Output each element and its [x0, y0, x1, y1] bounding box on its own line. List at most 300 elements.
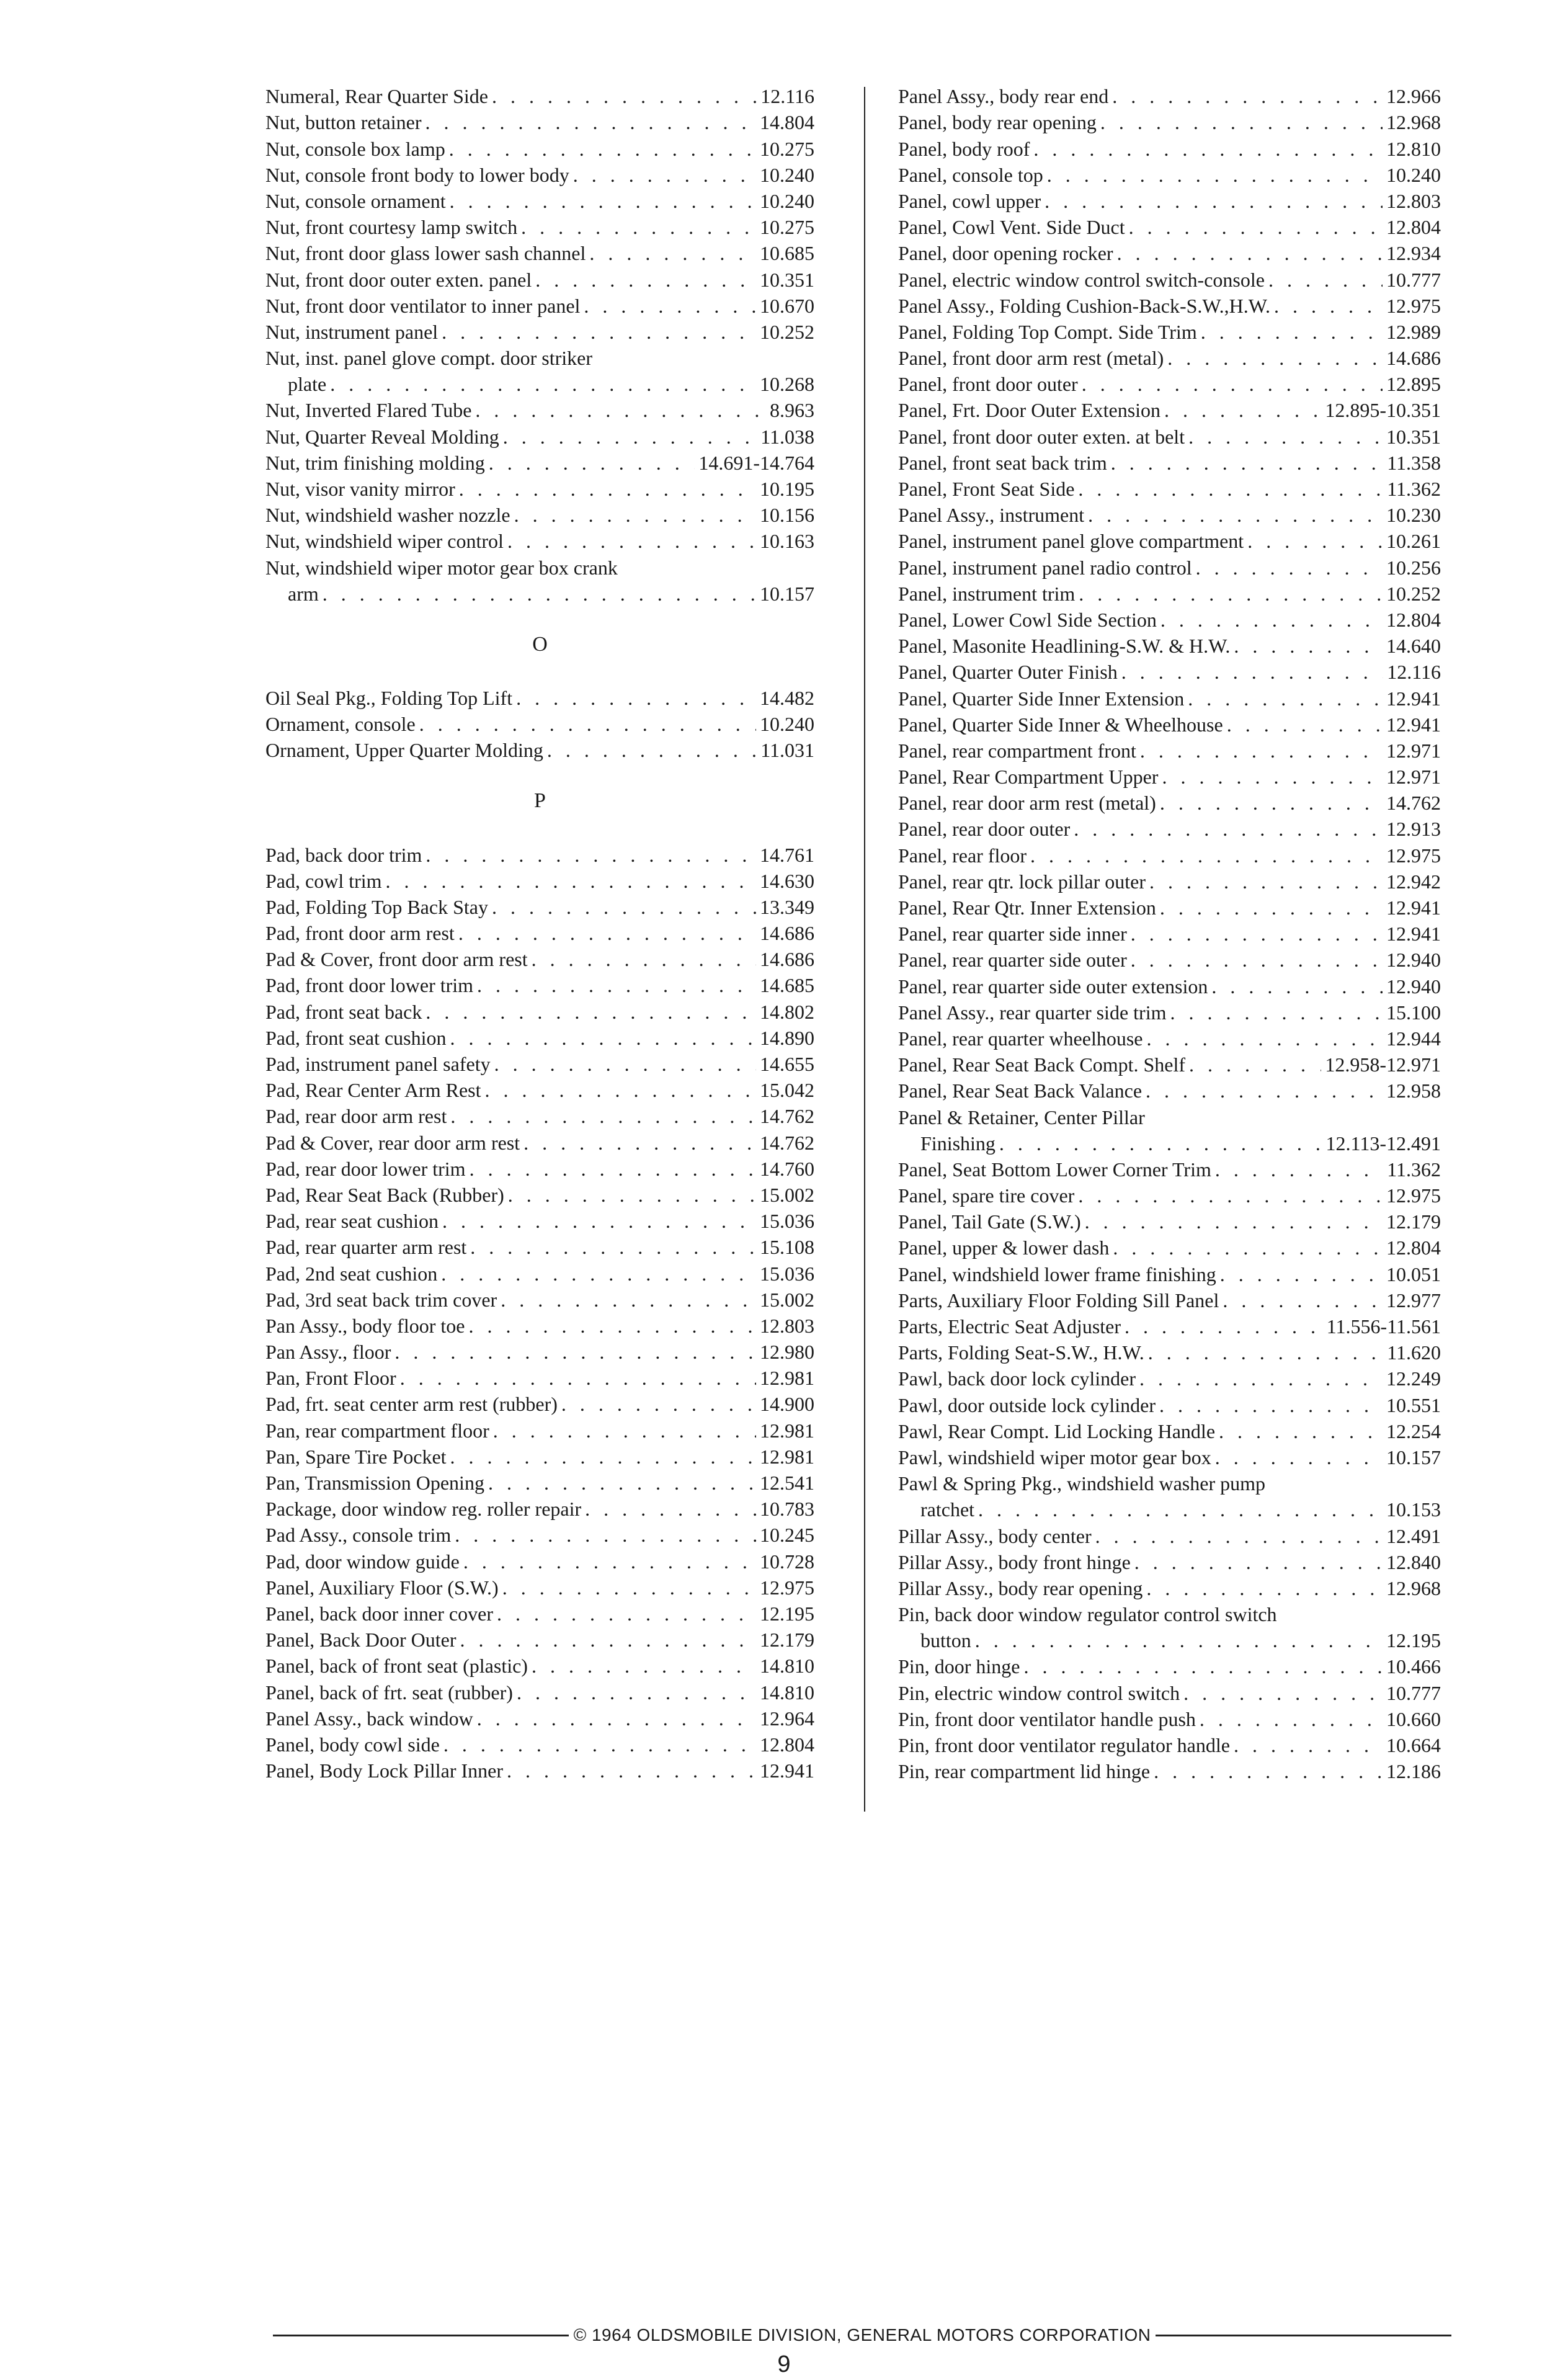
index-entry	[898, 82, 1441, 108]
dot-leader	[1159, 1393, 1383, 1417]
entry-label: Nut, windshield washer nozzle	[265, 504, 510, 527]
dot-leader	[1247, 529, 1383, 553]
entry-label: Pad, 3rd seat back trim cover	[265, 1288, 497, 1311]
page-reference: 15.042	[760, 1079, 814, 1102]
page-reference: 12.958-12.971	[1325, 1053, 1441, 1076]
index-entry	[898, 684, 1441, 710]
index-entry	[265, 82, 814, 108]
index-entry	[265, 1155, 814, 1181]
page-reference: 11.031	[760, 739, 814, 762]
index-entry	[265, 318, 814, 344]
page-footer	[273, 2325, 1451, 2345]
dot-leader	[460, 1628, 756, 1652]
page-reference: 12.940	[1386, 949, 1441, 972]
dot-leader	[1134, 1550, 1383, 1574]
entry-label: Panel, rear quarter side inner	[898, 923, 1127, 945]
dot-leader	[394, 1340, 756, 1364]
index-entry	[898, 893, 1441, 919]
dot-leader	[584, 294, 756, 318]
index-entry	[265, 396, 814, 422]
entry-label: Panel Assy., back window	[265, 1707, 473, 1730]
entry-label: Pad, front door lower trim	[265, 974, 474, 997]
entry-label: Panel, Quarter Side Inner Extension	[898, 687, 1185, 710]
dot-leader	[470, 1235, 756, 1259]
page-reference: 10.240	[1386, 163, 1441, 186]
index-entry	[898, 1076, 1441, 1102]
index-entry	[265, 997, 814, 1023]
page-reference: 14.890	[760, 1026, 814, 1049]
entry-label: Panel, Masonite Headlining-S.W. & H.W.	[898, 635, 1231, 658]
dot-leader	[1121, 660, 1383, 684]
dot-leader	[494, 1052, 756, 1076]
index-entry	[898, 972, 1441, 998]
page-reference: 10.157	[1386, 1446, 1441, 1468]
page-reference: 14.802	[760, 1000, 814, 1023]
index-entry	[898, 1286, 1441, 1312]
page-reference: 10.163	[760, 530, 814, 553]
entry-label-continuation: Finishing	[920, 1132, 996, 1155]
index-entry	[265, 108, 814, 134]
page-reference: 12.941	[1386, 687, 1441, 710]
page-reference: 14.655	[760, 1053, 814, 1075]
entry-label: Pawl, windshield wiper motor gear box	[898, 1446, 1211, 1468]
dot-leader	[1047, 163, 1383, 187]
entry-label: Panel Assy., instrument	[898, 504, 1085, 527]
index-entry	[265, 344, 814, 370]
dot-leader	[1088, 503, 1383, 527]
dot-leader	[419, 712, 756, 736]
dot-leader	[523, 1131, 756, 1155]
page-reference: 15.002	[760, 1183, 814, 1206]
index-entry	[898, 658, 1441, 684]
index-entry	[265, 1521, 814, 1547]
section-letter-heading: O	[532, 632, 548, 656]
entry-label: Parts, Auxiliary Floor Folding Sill Panel	[898, 1289, 1219, 1312]
index-entry	[898, 449, 1441, 475]
index-entry	[265, 840, 814, 866]
entry-label: Nut, windshield wiper control	[265, 530, 504, 553]
entry-label: Panel, body cowl side	[265, 1733, 440, 1756]
index-entry	[265, 867, 814, 893]
index-entry	[898, 1469, 1441, 1495]
page-reference: 12.934	[1386, 242, 1441, 265]
index-entry	[898, 841, 1441, 867]
page-reference: 10.240	[760, 713, 814, 736]
page-reference: 10.195	[760, 478, 814, 500]
dot-leader	[1215, 1446, 1383, 1469]
index-entry	[898, 1521, 1441, 1547]
index-entry	[898, 344, 1441, 370]
dot-leader	[1148, 1341, 1383, 1364]
index-entry	[898, 265, 1441, 291]
dot-leader	[517, 1681, 756, 1704]
dot-leader	[1023, 1655, 1383, 1678]
page-reference: 10.156	[760, 504, 814, 527]
dot-leader	[507, 529, 756, 553]
page-reference: 11.620	[1387, 1341, 1441, 1364]
dot-leader	[589, 241, 756, 265]
dot-leader	[503, 425, 757, 449]
index-column-right	[898, 82, 1441, 1783]
dot-leader	[1188, 687, 1383, 710]
dot-leader	[492, 895, 756, 919]
page-reference: 12.980	[760, 1341, 814, 1364]
dot-leader	[1045, 189, 1383, 213]
dot-leader	[1146, 1576, 1383, 1600]
index-entry	[898, 1757, 1441, 1783]
page-reference: 12.804	[1386, 608, 1441, 631]
entry-label: Nut, windshield wiper motor gear box crank	[265, 556, 618, 579]
entry-label: Nut, Inverted Flared Tube	[265, 399, 472, 422]
index-entry	[265, 501, 814, 527]
index-entry	[265, 1181, 814, 1207]
dot-leader	[1074, 817, 1383, 841]
entry-label: Pan, Front Floor	[265, 1367, 396, 1390]
page-reference: 10.351	[760, 268, 814, 291]
page-reference: 14.640	[1386, 635, 1441, 658]
index-entry	[898, 318, 1441, 344]
entry-label: Panel, Seat Bottom Lower Corner Trim	[898, 1158, 1211, 1181]
dot-leader	[497, 1602, 756, 1625]
index-entry	[265, 1024, 814, 1050]
entry-label: Panel, upper & lower dash	[898, 1236, 1110, 1259]
page-reference: 10.670	[760, 294, 814, 317]
page-reference: 11.362	[1387, 1158, 1441, 1181]
page-reference: 12.958	[1386, 1079, 1441, 1102]
dot-leader	[1160, 896, 1383, 919]
dot-leader	[573, 163, 756, 187]
page-reference: 10.245	[760, 1524, 814, 1547]
entry-label: Nut, Quarter Reveal Molding	[265, 425, 499, 448]
dot-leader	[1131, 948, 1383, 972]
index-entry	[265, 1207, 814, 1233]
dot-leader	[1085, 1210, 1383, 1233]
dot-leader	[1234, 634, 1383, 658]
index-entry	[898, 553, 1441, 579]
entry-label-continuation: button	[920, 1629, 971, 1652]
dot-leader	[449, 137, 756, 161]
dot-leader	[532, 1654, 756, 1678]
index-entry	[898, 1390, 1441, 1416]
entry-label: Panel, rear quarter side outer extension	[898, 975, 1208, 998]
dot-leader	[1131, 922, 1383, 945]
column-divider	[864, 87, 865, 1812]
dot-leader	[1215, 1158, 1383, 1181]
entry-label: Pad, front seat back	[265, 1000, 422, 1023]
entry-label: Panel, Back Door Outer	[265, 1629, 457, 1652]
page-reference: 11.038	[760, 425, 814, 448]
page-reference: 15.002	[760, 1288, 814, 1311]
entry-label: Pan Assy., body floor toe	[265, 1314, 465, 1337]
page-reference: 12.195	[1386, 1629, 1441, 1652]
dot-leader	[1223, 1289, 1383, 1312]
index-entry	[898, 1443, 1441, 1469]
page-reference: 10.551	[1386, 1393, 1441, 1416]
entry-label: Pin, back door window regulator control switch	[898, 1603, 1277, 1626]
dot-leader	[425, 1000, 756, 1024]
dot-leader	[501, 1288, 756, 1312]
page-reference: 10.268	[760, 373, 814, 396]
page-reference: 10.275	[760, 216, 814, 239]
page-reference: 12.942	[1386, 870, 1441, 893]
page-reference: 12.975	[1386, 294, 1441, 317]
index-entry	[898, 919, 1441, 945]
entry-label: Pin, electric window control switch	[898, 1681, 1180, 1704]
index-entry	[265, 292, 814, 318]
entry-label: Nut, front door glass lower sash channel	[265, 242, 586, 265]
dot-leader	[477, 1707, 756, 1730]
index-entry	[898, 762, 1441, 789]
index-entry	[265, 161, 814, 187]
entry-label: Panel, Body Lock Pillar Inner	[265, 1759, 504, 1782]
dot-leader	[1268, 268, 1383, 292]
entry-label-continuation: arm	[288, 582, 319, 605]
entry-label: Pawl & Spring Pkg., windshield washer pump	[898, 1472, 1265, 1495]
index-entry	[898, 1338, 1441, 1364]
dot-leader	[1164, 398, 1321, 422]
entry-label: Pad Assy., console trim	[265, 1524, 452, 1547]
index-entry	[898, 501, 1441, 527]
entry-label: Panel, spare tire cover	[898, 1184, 1075, 1207]
index-entry	[898, 710, 1441, 736]
entry-label: Panel, Rear Seat Back Compt. Shelf	[898, 1053, 1186, 1076]
index-entry	[265, 1652, 814, 1678]
index-entry	[898, 161, 1441, 187]
dot-leader	[400, 1366, 756, 1390]
index-entry	[898, 1652, 1441, 1678]
dot-leader	[441, 1262, 756, 1285]
dot-leader	[450, 1104, 756, 1128]
page-reference: 12.964	[760, 1707, 814, 1730]
dot-leader	[1183, 1681, 1383, 1705]
page-reference: 8.963	[770, 399, 814, 422]
index-entry	[265, 684, 814, 710]
index-entry	[265, 1050, 814, 1076]
dot-leader	[425, 843, 756, 867]
page-reference: 15.036	[760, 1210, 814, 1233]
index-entry	[265, 239, 814, 265]
dot-leader	[1189, 1053, 1321, 1076]
dot-leader	[1079, 582, 1383, 606]
page-reference: 12.840	[1386, 1550, 1441, 1573]
index-entry	[898, 1417, 1441, 1443]
page-reference: 12.254	[1386, 1419, 1441, 1442]
entry-label: Pillar Assy., body rear opening	[898, 1576, 1143, 1599]
index-entry	[265, 1730, 814, 1756]
index-entry	[898, 108, 1441, 134]
entry-label: Parts, Folding Seat-S.W., H.W.	[898, 1341, 1144, 1364]
index-entry	[265, 893, 814, 919]
entry-label: Panel Assy., body rear end	[898, 85, 1109, 108]
entry-label: Panel, Quarter Outer Finish	[898, 661, 1118, 684]
page-reference: 10.240	[760, 189, 814, 212]
page-reference: 12.803	[1386, 189, 1441, 212]
page-reference: 12.968	[1386, 1576, 1441, 1599]
index-entry	[898, 1364, 1441, 1390]
dot-leader	[1113, 1236, 1383, 1259]
entry-label: Nut, console front body to lower body	[265, 163, 569, 186]
page-reference: 10.660	[1386, 1707, 1441, 1730]
index-entry	[898, 1548, 1441, 1574]
index-entry	[265, 1390, 814, 1416]
entry-label: Pad, rear door arm rest	[265, 1105, 447, 1128]
page-reference: 12.895-10.351	[1325, 399, 1441, 422]
entry-label: Panel, Front Seat Side	[898, 478, 1075, 500]
dot-leader	[1078, 1184, 1383, 1207]
page-reference: 11.362	[1387, 478, 1441, 500]
page-reference: 11.358	[1387, 451, 1441, 474]
dot-leader	[323, 582, 756, 606]
dot-leader	[1234, 1733, 1383, 1757]
index-entry	[265, 1756, 814, 1782]
index-entry-continuation	[265, 579, 814, 606]
page-reference: 10.051	[1386, 1263, 1441, 1285]
entry-label: Nut, front courtesy lamp switch	[265, 216, 518, 239]
entry-label: Pin, door hinge	[898, 1655, 1020, 1678]
page-reference: 12.116	[760, 85, 814, 108]
entry-label: Pad, door window guide	[265, 1550, 460, 1573]
page-number: 9	[777, 2351, 791, 2377]
dot-leader	[1125, 1315, 1323, 1338]
entry-label: Panel, cowl upper	[898, 189, 1041, 212]
dot-leader	[450, 189, 756, 213]
index-entry	[898, 789, 1441, 815]
entry-label: Panel, console top	[898, 163, 1043, 186]
dot-leader	[330, 372, 756, 396]
index-entry	[898, 1259, 1441, 1285]
index-entry	[898, 239, 1441, 265]
index-entry	[265, 422, 814, 448]
page-reference: 10.777	[1386, 268, 1441, 291]
index-entry	[898, 1312, 1441, 1338]
dot-leader	[1220, 1263, 1383, 1286]
dot-leader	[502, 1576, 756, 1599]
page-reference: 15.036	[760, 1262, 814, 1285]
entry-label: Pillar Assy., body front hinge	[898, 1550, 1131, 1573]
entry-label: Pad, Rear Center Arm Rest	[265, 1079, 481, 1102]
page-reference: 10.777	[1386, 1681, 1441, 1704]
index-entry	[898, 815, 1441, 841]
dot-leader	[516, 686, 756, 710]
index-column-left	[265, 82, 814, 1782]
page-reference: 12.804	[1386, 216, 1441, 239]
page-reference: 12.975	[1386, 1184, 1441, 1207]
entry-label: Parts, Electric Seat Adjuster	[898, 1315, 1121, 1338]
index-entry	[898, 370, 1441, 396]
index-entry	[898, 579, 1441, 606]
index-entry	[265, 1338, 814, 1364]
index-entry	[265, 475, 814, 501]
dot-leader	[1095, 1524, 1383, 1548]
page-reference: 12.971	[1386, 766, 1441, 789]
entry-label: Panel, Rear Seat Back Valance	[898, 1079, 1143, 1102]
dot-leader	[442, 320, 756, 344]
dot-leader	[489, 451, 695, 475]
dot-leader	[484, 1078, 756, 1102]
entry-label: Oil Seal Pkg., Folding Top Lift	[265, 686, 513, 709]
page-reference: 12.975	[1386, 844, 1441, 867]
dot-leader	[475, 398, 766, 422]
entry-label: Pad, rear seat cushion	[265, 1210, 439, 1233]
index-entry	[898, 1050, 1441, 1076]
entry-label: Pan, Spare Tire Pocket	[265, 1445, 447, 1468]
entry-label: Pillar Assy., body center	[898, 1524, 1092, 1547]
entry-label: Pad, Rear Seat Back (Rubber)	[265, 1183, 504, 1206]
page-reference: 12.541	[760, 1472, 814, 1494]
page-reference: 10.157	[760, 582, 814, 605]
dot-leader	[547, 738, 757, 762]
dot-leader	[1112, 84, 1383, 108]
entry-label: Ornament, Upper Quarter Molding	[265, 739, 543, 762]
dot-leader	[532, 947, 756, 971]
index-entry	[898, 1600, 1441, 1626]
page-reference: 12.491	[1386, 1524, 1441, 1547]
index-entry	[898, 1233, 1441, 1259]
entry-label: Pin, front door ventilator handle push	[898, 1707, 1196, 1730]
entry-label: Pad, Folding Top Back Stay	[265, 895, 488, 918]
entry-label: Ornament, console	[265, 713, 416, 736]
dot-leader	[1170, 1001, 1383, 1024]
index-entry	[898, 998, 1441, 1024]
page-reference: 10.256	[1386, 556, 1441, 579]
index-entry	[265, 919, 814, 945]
page-reference: 12.249	[1386, 1367, 1441, 1390]
page-reference: 10.230	[1386, 504, 1441, 527]
entry-label: Panel, Tail Gate (S.W.)	[898, 1210, 1081, 1233]
entry-label: Panel, body roof	[898, 137, 1030, 160]
dot-leader	[1160, 791, 1383, 815]
page-reference: 14.630	[760, 869, 814, 892]
index-entry	[898, 527, 1441, 553]
entry-label: Panel, back door inner cover	[265, 1602, 493, 1625]
index-entry	[898, 606, 1441, 632]
entry-label: Panel, Quarter Side Inner & Wheelhouse	[898, 713, 1223, 736]
dot-leader	[1146, 1079, 1383, 1102]
page-reference: 14.685	[760, 974, 814, 997]
entry-label: Nut, front door ventilator to inner panel	[265, 294, 581, 317]
entry-label: Nut, visor vanity mirror	[265, 478, 455, 500]
page-reference: 14.762	[760, 1131, 814, 1154]
copyright-notice: © 1964 OLDSMOBILE DIVISION, GENERAL MOTORS CORPORATION	[573, 2325, 1151, 2344]
index-entry	[265, 1547, 814, 1573]
index-entry	[265, 213, 814, 239]
index-entry	[898, 134, 1441, 160]
dot-leader	[1162, 765, 1383, 789]
section-letter-heading: P	[534, 789, 546, 813]
page-reference: 12.186	[1386, 1760, 1441, 1783]
entry-label: Panel, Lower Cowl Side Section	[898, 608, 1157, 631]
index-entry	[265, 971, 814, 997]
entry-label: Panel, rear quarter side outer	[898, 949, 1127, 972]
dot-leader	[1149, 870, 1383, 893]
page-reference: 12.179	[760, 1629, 814, 1652]
index-entry	[265, 449, 814, 475]
dot-leader	[1111, 451, 1383, 475]
page-reference: 12.940	[1386, 975, 1441, 998]
page-reference: 14.482	[760, 686, 814, 709]
entry-label: Pan, rear compartment floor	[265, 1419, 489, 1442]
index-entry	[898, 396, 1441, 422]
dot-leader	[1129, 215, 1383, 239]
dot-leader	[1188, 425, 1383, 449]
page-reference: 12.944	[1386, 1027, 1441, 1050]
page-reference: 12.941	[760, 1759, 814, 1782]
entry-label: Panel, Auxiliary Floor (S.W.)	[265, 1576, 499, 1599]
entry-label: Pawl, Rear Compt. Lid Locking Handle	[898, 1419, 1216, 1442]
page-reference: 12.941	[1386, 896, 1441, 919]
index-entry	[898, 475, 1441, 501]
page-reference: 14.761	[760, 843, 814, 866]
